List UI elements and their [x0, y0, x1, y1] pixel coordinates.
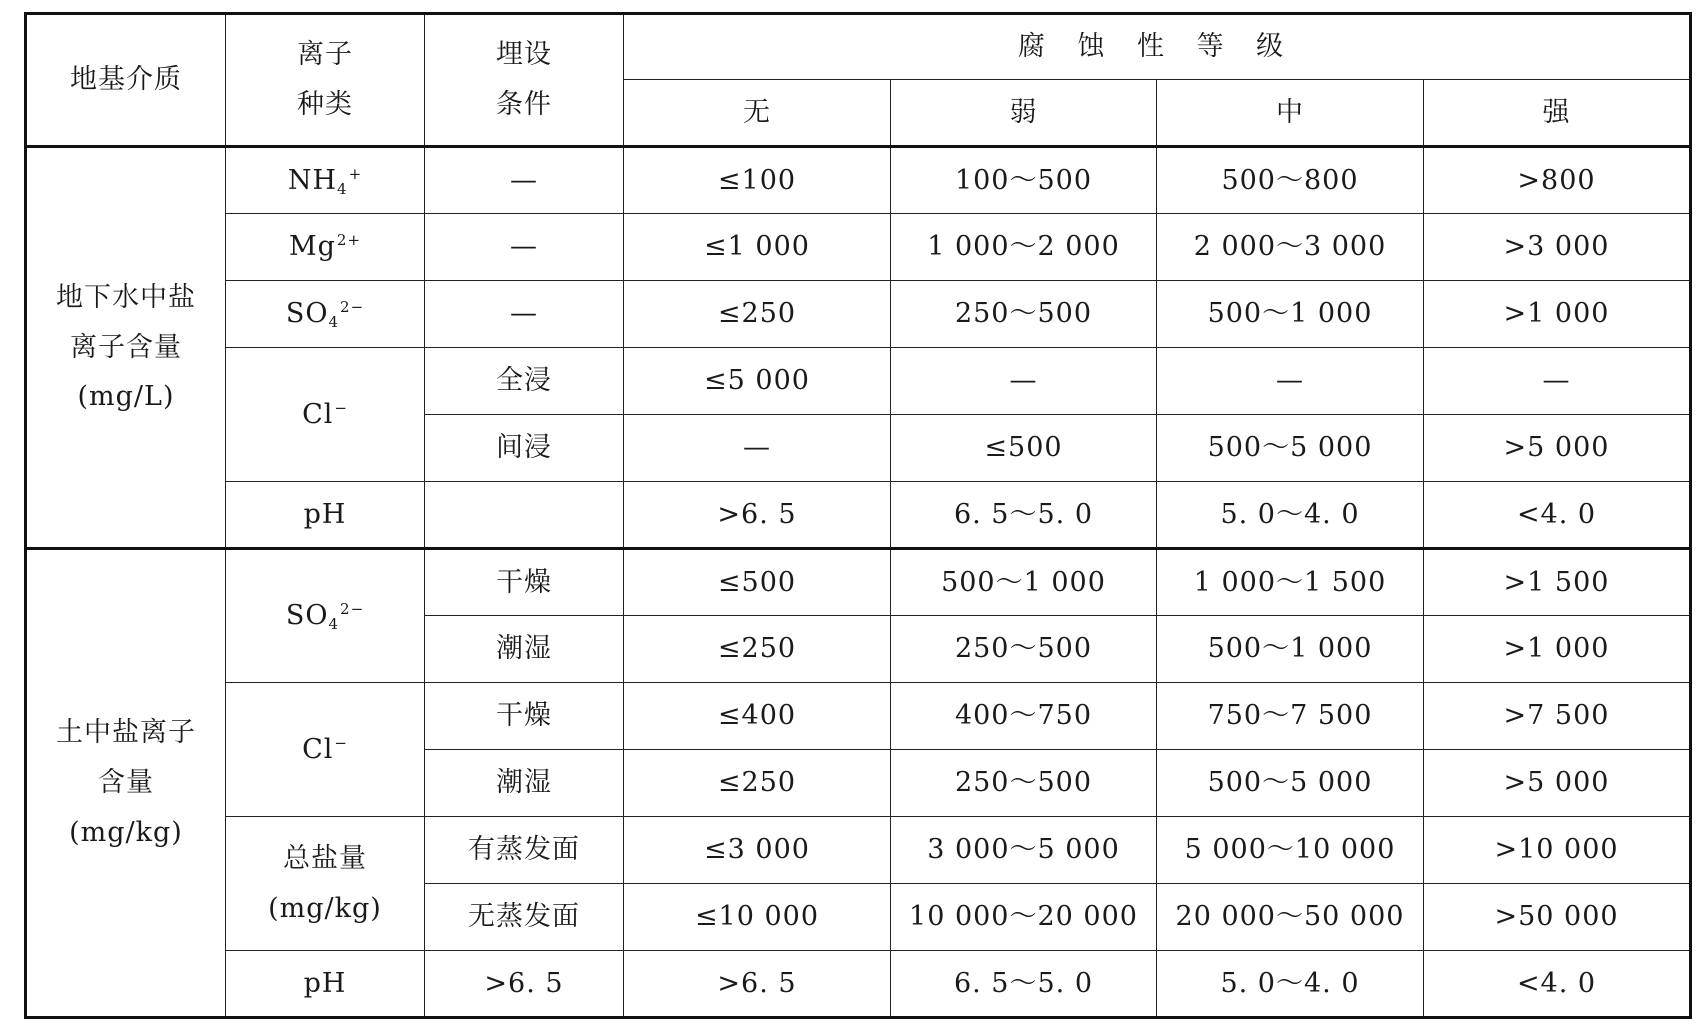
- value-cell: >1 500: [1424, 549, 1691, 616]
- value-cell: 750～7 500: [1157, 683, 1424, 750]
- value-cell: ≤500: [624, 549, 891, 616]
- value-cell: >50 000: [1424, 884, 1691, 951]
- value-cell: —: [1424, 348, 1691, 415]
- header-burial-line: 条件: [496, 89, 552, 120]
- value-cell: 250～500: [891, 616, 1157, 683]
- ion-subscript: 4: [328, 313, 340, 332]
- value-cell: 2 000～3 000: [1157, 214, 1424, 281]
- ion-charge: +: [348, 164, 363, 183]
- ion-subscript: 4: [328, 615, 340, 634]
- value-cell: ≤1 000: [624, 214, 891, 281]
- ion-charge: 2−: [340, 298, 365, 317]
- value-cell: 500～800: [1157, 147, 1424, 214]
- ion-charge: −: [334, 398, 348, 417]
- table-row: [26, 281, 1691, 348]
- value-cell: 500～5 000: [1157, 750, 1424, 817]
- value-cell: 500～1 000: [1157, 616, 1424, 683]
- value-cell: ≤250: [624, 616, 891, 683]
- header-row: [26, 14, 1691, 80]
- value-cell: 3 000～5 000: [891, 817, 1157, 884]
- ion-charge: 2+: [336, 231, 362, 250]
- total-salt-line: (mg/kg): [268, 892, 382, 924]
- value-cell: 1 000～1 500: [1157, 549, 1424, 616]
- soil-label-line: 含量: [98, 767, 154, 799]
- ion-symbol: Cl: [302, 733, 334, 765]
- value-cell: 100～500: [891, 147, 1157, 214]
- ion-cell: pH: [226, 482, 425, 549]
- value-cell: >800: [1424, 147, 1691, 214]
- table-row: [26, 214, 1691, 281]
- total-salt-line: 总盐量: [283, 842, 367, 874]
- ion-formula: [285, 298, 365, 332]
- table-row: [26, 817, 1691, 884]
- value-cell: 500～1 000: [891, 549, 1157, 616]
- condition-cell: [425, 482, 624, 549]
- value-cell: ≤10 000: [624, 884, 891, 951]
- ion-charge: 2−: [340, 600, 365, 619]
- ion-cell: [226, 683, 425, 817]
- header-grade: 腐 蚀 性 等 级: [624, 14, 1691, 80]
- header-ion-type: [226, 14, 425, 147]
- condition-cell: 干燥: [425, 683, 624, 750]
- table-row: [26, 482, 1691, 549]
- condition-cell: 潮湿: [425, 616, 624, 683]
- header-burial-line: 埋设: [496, 39, 552, 71]
- value-cell: ≤250: [624, 750, 891, 817]
- table-row: [26, 348, 1691, 415]
- ion-symbol: Cl: [302, 398, 334, 430]
- soil-label-line: 土中盐离子: [56, 717, 196, 749]
- value-cell: 500～5 000: [1157, 415, 1424, 482]
- condition-cell: 干燥: [425, 549, 624, 616]
- groundwater-label-line: (mg/L): [77, 381, 175, 413]
- value-cell: >1 000: [1424, 616, 1691, 683]
- value-cell: 5. 0～4. 0: [1157, 482, 1424, 549]
- condition-cell: 有蒸发面: [425, 817, 624, 884]
- soil-label: [26, 549, 226, 1018]
- value-cell: 250～500: [891, 281, 1157, 348]
- value-cell: >5 000: [1424, 750, 1691, 817]
- ion-formula: [288, 165, 362, 196]
- value-cell: <4. 0: [1424, 951, 1691, 1018]
- condition-cell: —: [425, 281, 624, 348]
- value-cell: ≤5 000: [624, 348, 891, 415]
- condition-cell: —: [425, 214, 624, 281]
- ion-charge: −: [334, 733, 348, 752]
- ion-cell: [226, 348, 425, 482]
- value-cell: ≤250: [624, 281, 891, 348]
- ion-formula: [285, 600, 365, 634]
- corrosion-grade-table: [24, 12, 1692, 1019]
- value-cell: —: [624, 415, 891, 482]
- value-cell: 1 000～2 000: [891, 214, 1157, 281]
- table-row: [26, 147, 1691, 214]
- table-row: [26, 683, 1691, 750]
- value-cell: 10 000～20 000: [891, 884, 1157, 951]
- ion-cell: [226, 281, 425, 348]
- ion-symbol: SO: [285, 298, 329, 330]
- table-row: [26, 951, 1691, 1018]
- ion-cell: [226, 147, 425, 214]
- value-cell: 400～750: [891, 683, 1157, 750]
- value-cell: >6. 5: [624, 482, 891, 549]
- value-cell: ≤500: [891, 415, 1157, 482]
- ion-cell: pH: [226, 951, 425, 1018]
- header-level-medium: 中: [1157, 80, 1424, 147]
- value-cell: >5 000: [1424, 415, 1691, 482]
- ion-symbol: Mg: [288, 231, 336, 263]
- condition-cell: —: [425, 147, 624, 214]
- header-medium: 地基介质: [26, 14, 226, 147]
- value-cell: 20 000～50 000: [1157, 884, 1424, 951]
- table-body: [26, 14, 1691, 1018]
- condition-cell: >6. 5: [425, 951, 624, 1018]
- header-ion-type-line: 离子: [297, 39, 353, 71]
- ion-cell: [226, 817, 425, 951]
- ion-symbol: NH: [287, 164, 338, 196]
- groundwater-label: [26, 147, 226, 549]
- value-cell: —: [1157, 348, 1424, 415]
- value-cell: 6. 5～5. 0: [891, 482, 1157, 549]
- condition-cell: 无蒸发面: [425, 884, 624, 951]
- soil-label-line: (mg/kg): [69, 816, 183, 848]
- value-cell: ≤3 000: [624, 817, 891, 884]
- table-row: [26, 549, 1691, 616]
- value-cell: >3 000: [1424, 214, 1691, 281]
- value-cell: 500～1 000: [1157, 281, 1424, 348]
- header-level-weak: 弱: [891, 80, 1157, 147]
- groundwater-label-line: 离子含量: [70, 331, 182, 363]
- value-cell: >7 500: [1424, 683, 1691, 750]
- value-cell: >1 000: [1424, 281, 1691, 348]
- ion-formula: [289, 231, 361, 262]
- header-burial: [425, 14, 624, 147]
- value-cell: 6. 5～5. 0: [891, 951, 1157, 1018]
- value-cell: 5 000～10 000: [1157, 817, 1424, 884]
- header-ion-type-line: 种类: [297, 89, 353, 120]
- ion-subscript: 4: [337, 179, 348, 198]
- value-cell: 5. 0～4. 0: [1157, 951, 1424, 1018]
- value-cell: 250～500: [891, 750, 1157, 817]
- ion-formula: [302, 399, 348, 430]
- header-level-none: 无: [624, 80, 891, 147]
- condition-cell: 潮湿: [425, 750, 624, 817]
- value-cell: >10 000: [1424, 817, 1691, 884]
- value-cell: —: [891, 348, 1157, 415]
- condition-cell: 间浸: [425, 415, 624, 482]
- value-cell: <4. 0: [1424, 482, 1691, 549]
- header-level-strong: 强: [1424, 80, 1691, 147]
- value-cell: ≤400: [624, 683, 891, 750]
- groundwater-label-line: 地下水中盐: [56, 281, 196, 313]
- value-cell: ≤100: [624, 147, 891, 214]
- ion-formula: [302, 734, 348, 765]
- ion-cell: [226, 549, 425, 683]
- ion-symbol: SO: [285, 600, 329, 632]
- value-cell: >6. 5: [624, 951, 891, 1018]
- condition-cell: 全浸: [425, 348, 624, 415]
- ion-cell: [226, 214, 425, 281]
